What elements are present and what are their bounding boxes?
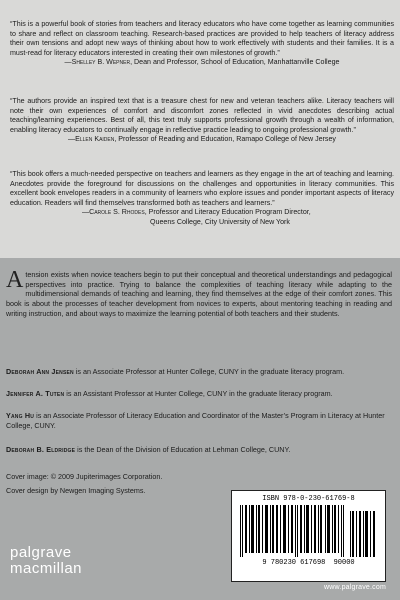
reviewer-name: —Ellen Kaiden	[68, 135, 115, 144]
reviewer-title: , Professor and Literacy Education Program Director,	[144, 208, 311, 217]
author-bio-text: is an Assistant Professor at Hunter College, CUNY in the graduate literacy program.	[64, 389, 333, 398]
barcode-number: 9 780230 617698	[262, 559, 326, 567]
reviews-panel	[0, 0, 400, 258]
author-name: Jennifer A. Tuten	[6, 389, 65, 398]
barcode-addon: 90000	[333, 559, 355, 567]
book-description	[6, 267, 392, 319]
reviewer-title: , Dean and Professor, School of Education, Manhattanville College	[130, 58, 340, 67]
review-rhodes	[10, 170, 394, 228]
barcode-digits	[232, 559, 385, 567]
review-attribution	[10, 208, 394, 218]
author-bio-text: is the Dean of the Division of Education at Lehman College, CUNY.	[75, 445, 291, 454]
review-quote: “This is a powerful book of stories from teachers and literacy educators who have come together as learning communities to share and reflect on classroom teaching. Research-based practices are provided to help teachers of literacy address their own tensions and adopt new ways of thinking about how to work effectively with students and their families. It is a must-read for literacy educators interested in creating their own milestones of growth.”	[10, 20, 394, 57]
review-kaiden	[10, 97, 394, 145]
author-bio-text: is an Associate Professor at Hunter College, CUNY in the graduate literacy program.	[73, 367, 345, 376]
review-attribution	[10, 58, 394, 68]
author-bio-tuten	[6, 389, 394, 399]
author-name: Deborah Ann Jensen	[6, 367, 74, 376]
reviewer-name: —Carole S. Rhodes	[82, 208, 145, 217]
drop-cap: A	[6, 267, 24, 293]
reviewer-affiliation: Queens College, City University of New York	[150, 217, 290, 226]
author-name: Deborah B. Eldridge	[6, 445, 76, 454]
cover-image-credit: Cover image: © 2009 Jupiterimages Corporation.	[6, 472, 163, 481]
review-wepner	[10, 20, 394, 68]
author-bio-hu	[6, 411, 394, 431]
review-attribution	[10, 135, 394, 145]
reviewer-name: —Shelley B. Wepner	[64, 58, 131, 67]
cover-credits	[6, 470, 206, 498]
review-quote: “The authors provide an inspired text that is a treasure chest for new and veteran teachers alike. Literacy teachers will note their own experiences of comfort and discomfort zones reflected in vivid anecdotes describing actual teaching/learning experiences. Best of all, this text truly supports professional growth through a wealth of information, enabling literacy educators to continually engage in reflective practice leading to ongoing professional growth.”	[10, 97, 394, 134]
publisher-logo-line1: palgrave	[10, 544, 72, 561]
publisher-logo-line2: macmillan	[10, 560, 83, 577]
author-name: Yang Hu	[6, 411, 35, 420]
isbn-label: ISBN 978-0-230-61769-8	[262, 495, 355, 503]
cover-design-credit: Cover design by Newgen Imaging Systems.	[6, 486, 146, 495]
isbn-barcode	[231, 490, 386, 582]
barcode-bars-icon	[238, 505, 379, 557]
publisher-logo	[10, 545, 130, 577]
publisher-url[interactable]: www.palgrave.com	[324, 584, 386, 591]
review-quote: “This book offers a much-needed perspective on teachers and learners as they engage in the art of teaching and learning. Anecdotes provide the foreground for discussions on the challenges and opportunities in literacy communities. This excellent book envelopes readers in a community of learners who explore issues and ponder important aspects of literacy education. Readers will find themselves transformed both as teachers and learners.”	[10, 170, 394, 207]
author-bio-jensen	[6, 367, 394, 377]
reviewer-title: , Professor of Reading and Education, Ramapo College of New Jersey	[114, 135, 336, 144]
author-bio-text: is an Associate Professor of Literacy Education and Coordinator of the Master’s Program in Literacy at Hunter College, CUNY.	[6, 411, 385, 430]
author-bio-eldridge	[6, 445, 394, 455]
description-text: tension exists when novice teachers begin to put their conceptual and theoretical understandings and pedagogical perspectives into practice. Trying to balance the complexities of teaching literacy while adapting to the multidimensional demands of teaching and learning, they find themselves at the edge of their comfort zones. This book is about the processes of teacher development from novices to experts, about mentoring teaching in reading and writing instruction, and about ways to maximize the learning potential of both teachers and their students.	[6, 270, 392, 318]
